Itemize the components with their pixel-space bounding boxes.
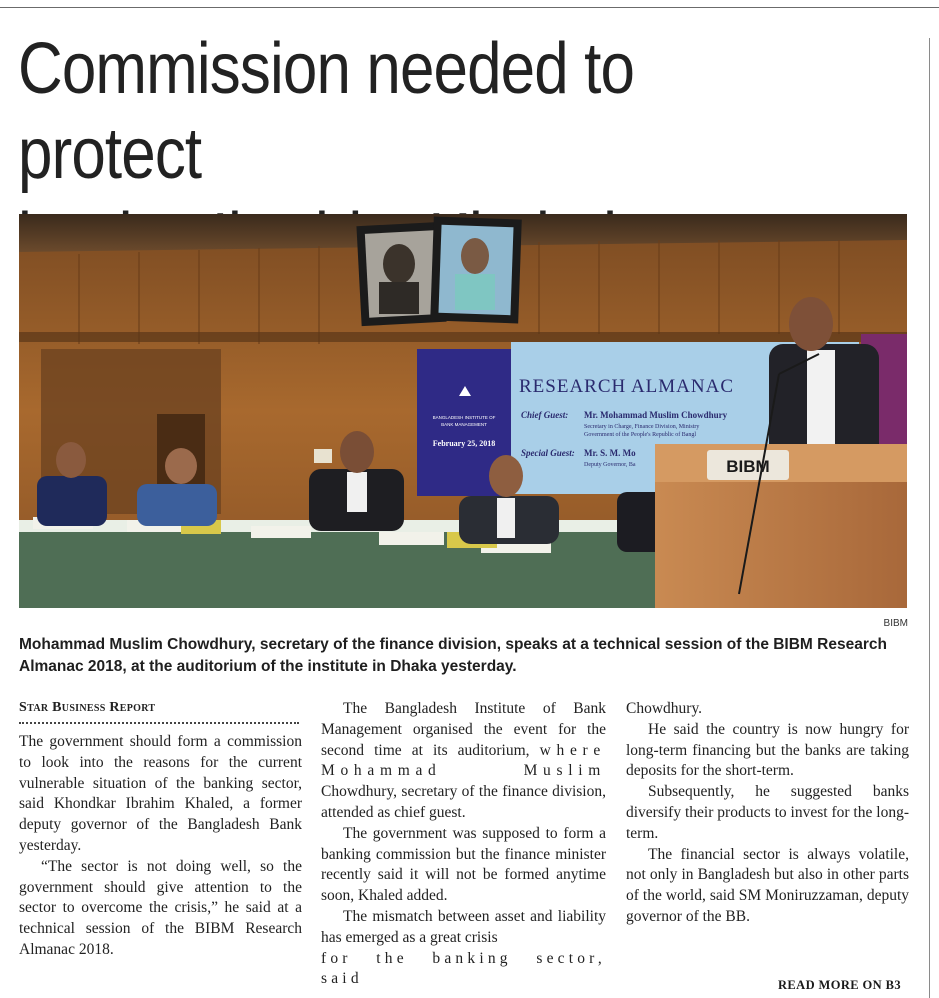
- body-column-2: [321, 699, 606, 990]
- column-rule: [929, 38, 930, 998]
- banner-title: RESEARCH ALMANAC: [519, 376, 734, 397]
- banner-special-label: Special Guest:: [521, 448, 575, 458]
- paragraph-part: The Bangladesh Institute of Bank Management organised the event for the second time at its auditorium,: [321, 700, 606, 759]
- photo-caption: Mohammad Muslim Chowdhury, secretary of the finance division, speaks at a technical session of the BIBM Research Almanac 2018, at the auditorium of the institute in Dhaka yesterday.: [19, 636, 887, 675]
- podium-label: BIBM: [726, 457, 770, 476]
- paragraph: Chowdhury.: [626, 700, 703, 717]
- news-photo: [19, 214, 907, 608]
- banner-special-line-2: Deputy Governor, Ba: [584, 462, 636, 468]
- headline-line-1: Commission needed to protect: [18, 29, 635, 194]
- paragraph-part: for the banking sector, said: [321, 949, 606, 988]
- paragraph-part: where Mohammad Muslim: [321, 741, 606, 780]
- read-more-link[interactable]: READ MORE ON B3: [778, 978, 902, 992]
- paragraph: The government should form a commission to look into the reasons for the current vulnerable situation of the banking sector, said Khondkar Ibrahim Khaled, a former deputy governor of the Bangladesh Bank yesterday.: [19, 733, 302, 854]
- byline-divider: [19, 722, 299, 724]
- paragraph: [321, 699, 606, 824]
- top-rule: [0, 7, 939, 8]
- banner-special-name: Mr. S. M. Mo: [584, 448, 636, 458]
- body-column-3: [626, 699, 909, 928]
- paragraph: “The sector is not doing well, so the government should give attention to the sector to overcome the crisis,” he said at a technical session of the BIBM Research Almanac 2018.: [19, 857, 302, 958]
- paragraph: The financial sector is always volatile, not only in Bangladesh but also in other parts of the world, said SM Moniruzzaman, deputy governor of the BB.: [626, 845, 909, 925]
- byline: Star Business Report: [19, 700, 156, 715]
- body-column-1: [19, 698, 302, 961]
- banner-chief-line-3: Government of the People's Republic of Bangl: [584, 432, 697, 438]
- paragraph-part: Chowdhury, secretary of the finance division, attended as chief guest.: [321, 783, 606, 821]
- banner-chief-line-2: Secretary in Charge, Finance Division, Ministry: [584, 424, 700, 430]
- banner-org-line-2: BANK MANAGEMENT: [441, 422, 487, 427]
- paragraph: He said the country is now hungry for long-term financing but the banks are taking deposits for the short-term.: [626, 720, 909, 780]
- paragraph: [321, 907, 606, 990]
- paragraph: Subsequently, he suggested banks diversify their products to invest for the long-term.: [626, 783, 909, 842]
- banner-chief-label: Chief Guest:: [521, 410, 569, 420]
- banner-org-line-1: BANGLADESH INSTITUTE OF: [432, 415, 496, 420]
- photo-credit: BIBM: [883, 618, 908, 629]
- paragraph-part: The mismatch between asset and liability has emerged as a great crisis: [321, 907, 606, 946]
- banner-chief-name: Mr. Mohammad Muslim Chowdhury: [584, 410, 728, 420]
- banner-date: February 25, 2018: [432, 439, 496, 448]
- paragraph: The government was supposed to form a banking commission but the finance minister recently said it will not be formed anytime soon, Khaled added.: [321, 824, 606, 905]
